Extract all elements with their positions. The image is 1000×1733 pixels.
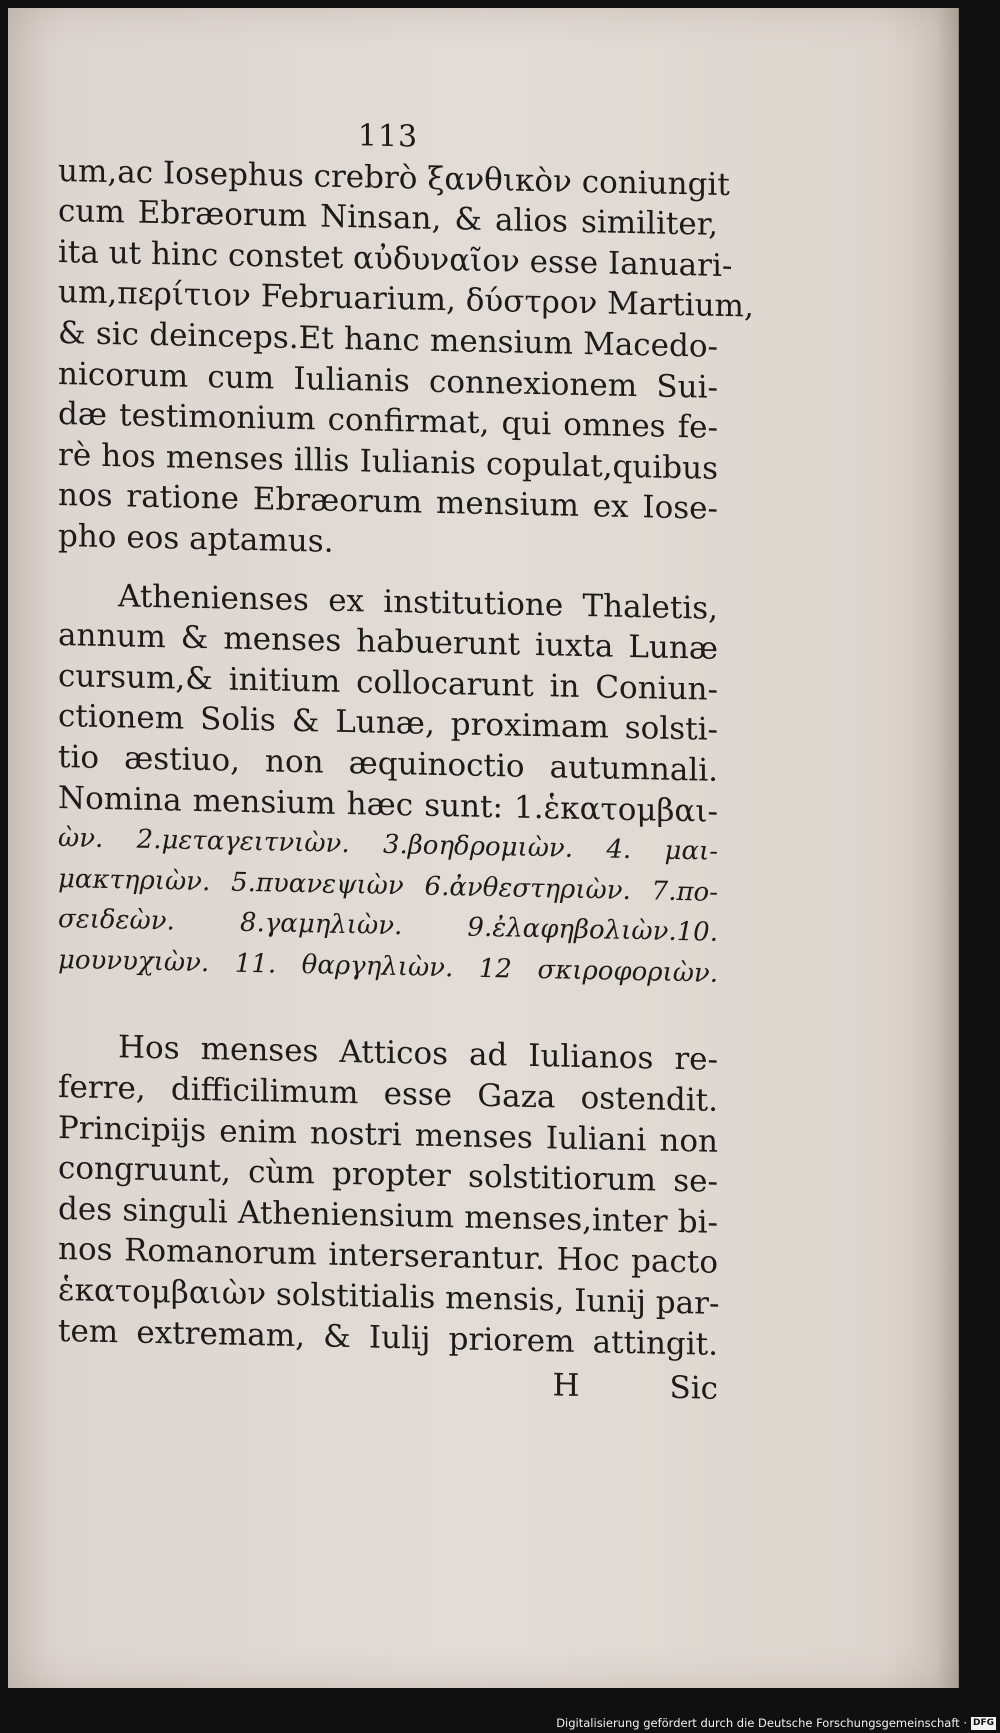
digitization-credit <box>556 1716 996 1730</box>
credit-text: Digitalisierung gefördert durch die Deutsche Forschungsgemeinschaft · <box>556 1716 967 1730</box>
book-page <box>8 8 959 1688</box>
dfg-logo-icon: DFG <box>972 1717 994 1728</box>
text-line: Athenienses ex institutione Thaletis, <box>118 577 718 627</box>
text-line: nos ratione Ebræorum mensium ex Iose- <box>58 477 718 528</box>
text-line: nicorum cum Iulianis connexionem Sui- <box>58 355 718 406</box>
text-line: tio æstiuo, non æquinoctio autumnali. <box>58 738 718 789</box>
text-line: ἑκατομβαιὼν solstitialis mensis, Iunij par- <box>58 1272 720 1322</box>
text-line: rè hos menses illis Iulianis copulat,quibus <box>58 436 718 487</box>
paragraph-2 <box>58 575 718 995</box>
signature-mark: H <box>552 1367 580 1405</box>
text-line: Hos menses Atticos ad Iulianos re- <box>118 1029 718 1079</box>
text-line: um,ac Iosephus crebrò ξανθικὸν coniungit <box>58 152 730 203</box>
text-line: μουνυχιὼν. 11. θαργηλιὼν. 12 σκιροφοριὼν. <box>58 944 718 989</box>
text-line: & sic deinceps.Et hanc mensium Macedo- <box>58 314 718 365</box>
text-line: des singuli Atheniensium menses,inter bi- <box>58 1190 718 1241</box>
page-number: 113 <box>357 118 419 155</box>
text-line: σειδεὼν. 8.γαμηλιὼν. 9.ἐλαφηβολιὼν.10. <box>58 904 718 949</box>
text-line: Principijs enim nostri menses Iuliani non <box>58 1109 718 1160</box>
text-line: ctionem Solis & Lunæ, proximam solsti- <box>58 698 718 749</box>
text-line: μακτηριὼν. 5.πυανεψιὼν 6.ἀνθεστηριὼν. 7.πο- <box>58 863 718 908</box>
catchword: Sic <box>669 1370 718 1408</box>
text-line: dæ testimonium confirmat, qui omnes fe- <box>58 396 718 446</box>
page-text <box>58 110 754 1410</box>
text-line: nos Romanorum interserantur. Hoc pacto <box>58 1231 718 1282</box>
text-line: cursum,& initium collocarunt in Coniun- <box>58 657 718 708</box>
paragraph-3 <box>58 1026 718 1365</box>
text-line: tem extremam, & Iulij priorem attingit. <box>58 1312 718 1363</box>
text-line: ferre, difficilimum esse Gaza ostendit. <box>58 1069 718 1119</box>
paragraph-1 <box>58 151 754 571</box>
text-line: ita ut hinc constet αὐδυναῖον esse Ianuari- <box>58 233 733 284</box>
text-line: um,περίτιον Februarium, δύστρον Martium, <box>58 274 754 325</box>
text-line: annum & menses habuerunt iuxta Lunæ <box>58 617 718 667</box>
page-foot <box>58 1355 718 1409</box>
text-line: congruunt, cùm propter solstitiorum se- <box>58 1150 718 1201</box>
text-line: Nomina mensium hæc sunt: 1.ἑκατομβαι- <box>58 779 718 830</box>
text-line: ὼν. 2.μεταγειτνιὼν. 3.βοηδρομιὼν. 4. μαι- <box>58 823 718 867</box>
text-line: pho eos aptamus. <box>58 517 334 560</box>
text-line: cum Ebræorum Ninsan, & alios similiter, <box>58 193 718 244</box>
